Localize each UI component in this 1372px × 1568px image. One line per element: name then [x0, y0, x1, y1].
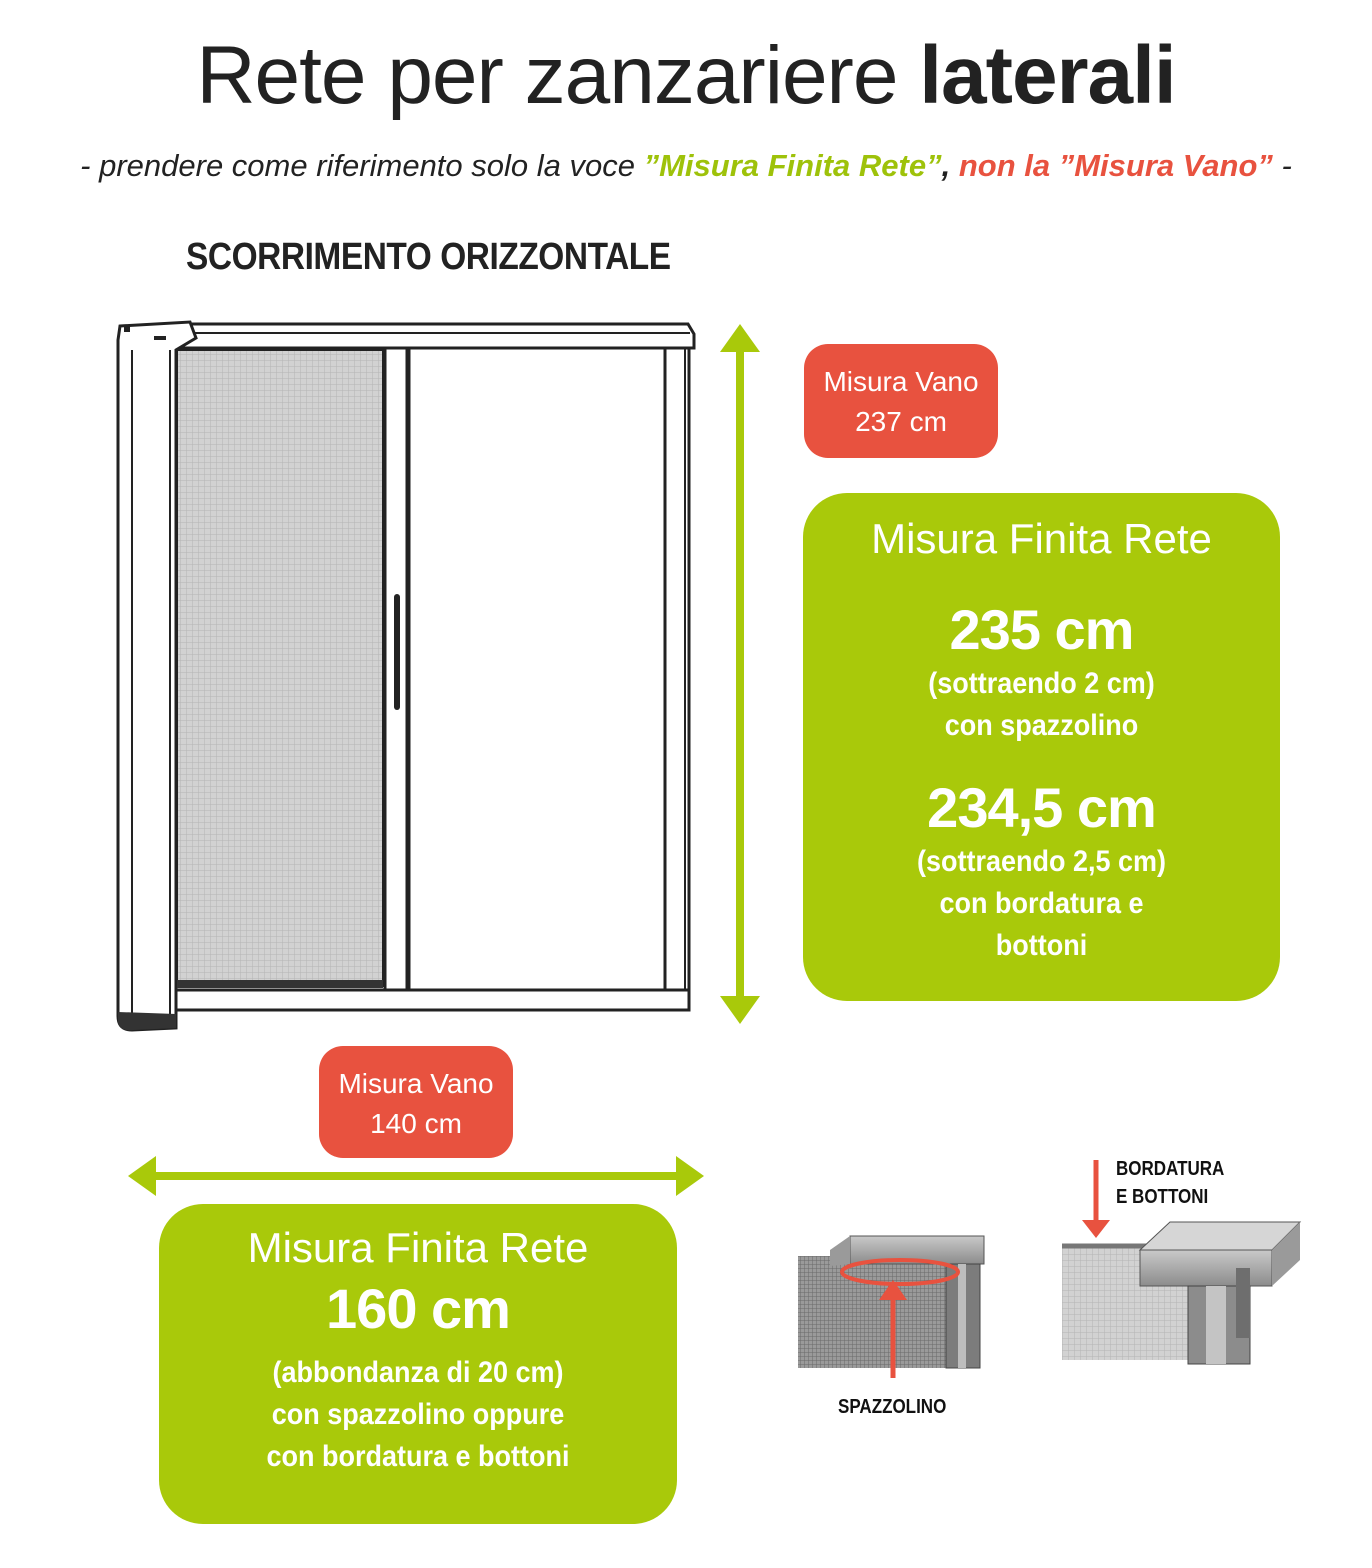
- horizontal-finita-value: 160 cm: [326, 1277, 510, 1340]
- title-regular: Rete per zanzariere: [196, 30, 920, 121]
- subtitle-comma: ,: [941, 148, 951, 183]
- horizontal-vano-badge: [319, 1046, 513, 1158]
- vertical-option2-type-line2: bottoni: [995, 929, 1088, 962]
- horizontal-finita-line2: con bordatura e bottoni: [266, 1440, 570, 1473]
- horizontal-finita-line1: con spazzolino oppure: [271, 1398, 565, 1431]
- horizontal-finita-box: [159, 1204, 677, 1524]
- horizontal-finita-title: Misura Finita Rete: [247, 1224, 589, 1271]
- subtitle-end: -: [1272, 148, 1292, 183]
- subtitle-red: non la ”Misura Vano”: [950, 148, 1273, 183]
- horizontal-vano-label: Misura Vano: [338, 1068, 494, 1099]
- vertical-option1-note: (sottraendo 2 cm): [928, 667, 1155, 700]
- vertical-option1-type: con spazzolino: [944, 709, 1139, 742]
- vertical-dimension-arrow: [720, 324, 760, 1024]
- horizontal-finita-note: (abbondanza di 20 cm): [272, 1356, 564, 1389]
- vertical-option2-note: (sottraendo 2,5 cm): [916, 845, 1167, 878]
- spazzolino-caption: [838, 1393, 946, 1421]
- vertical-option2-value: 234,5 cm: [927, 776, 1156, 839]
- horizontal-dimension-arrow: [128, 1156, 704, 1196]
- vertical-option1-value: 235 cm: [949, 598, 1134, 661]
- vertical-vano-value: 237 cm: [855, 406, 947, 437]
- vertical-finita-title: Misura Finita Rete: [871, 515, 1212, 562]
- vertical-finita-box: [803, 493, 1280, 1001]
- vertical-vano-label: Misura Vano: [823, 366, 979, 397]
- spazzolino-label: SPAZZOLINO: [838, 1396, 947, 1418]
- vertical-vano-badge: [804, 344, 998, 458]
- vertical-option2-type-line1: con bordatura e: [939, 887, 1144, 920]
- bordatura-caption: [1116, 1155, 1224, 1211]
- door-frame-illustration: [118, 322, 694, 1030]
- subtitle-part1: - prendere come riferimento solo la voce: [80, 148, 644, 183]
- horizontal-vano-value: 140 cm: [370, 1108, 462, 1139]
- bordatura-label-line2: E BOTTONI: [1116, 1186, 1209, 1208]
- spazzolino-detail-illustration: [798, 1236, 984, 1378]
- subtitle-green: ”Misura Finita Rete”: [643, 148, 942, 183]
- title-bold: laterali: [919, 30, 1176, 121]
- section-title: SCORRIMENTO ORIZZONTALE: [186, 236, 671, 278]
- bordatura-label-line1: BORDATURA: [1116, 1158, 1225, 1180]
